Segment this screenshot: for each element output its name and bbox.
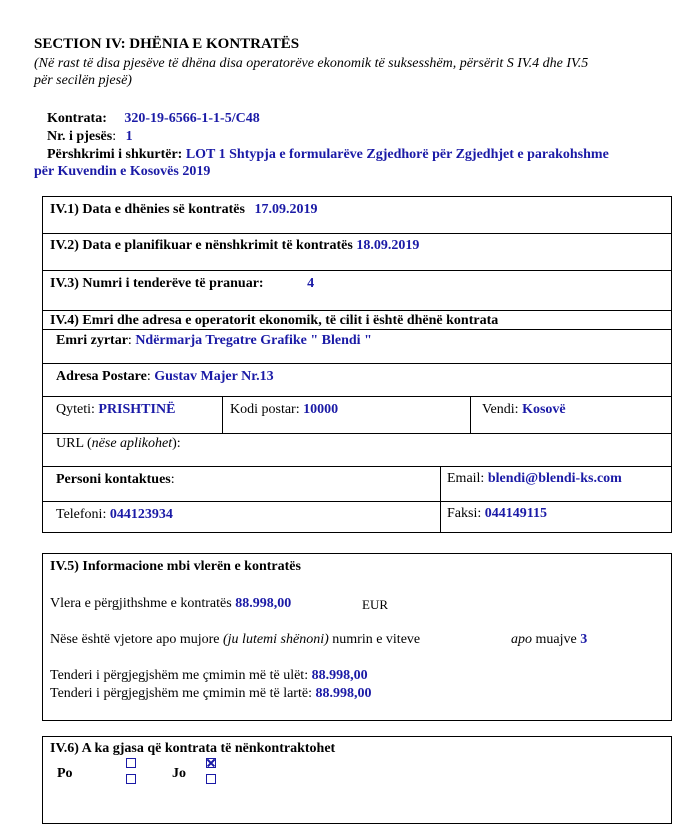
lowest-row: [50, 668, 368, 684]
city-value: PRISHTINË: [98, 402, 176, 417]
jo-label: Jo: [172, 766, 186, 781]
lowest-label: Tenderi i përgjegjshëm me çmimin më të ulët:: [50, 668, 312, 683]
official-name-label: Emri zyrtar: [56, 333, 128, 348]
total-value-row: [50, 596, 291, 612]
address-row: [56, 369, 274, 385]
duration-months-value: 3: [580, 632, 588, 647]
contract-row: [47, 111, 260, 127]
email-cell: [447, 471, 622, 487]
phone-label: Telefoni:: [56, 507, 110, 522]
divider: [440, 466, 441, 533]
url-end: ):: [172, 436, 181, 451]
country-cell: [482, 402, 566, 418]
duration-text2: numrin e viteve: [328, 632, 421, 647]
contact-colon: :: [170, 472, 175, 487]
total-value-label: Vlera e përgjithshme e kontratës: [50, 596, 236, 611]
city-cell: [56, 402, 175, 418]
divider: [42, 310, 672, 311]
url-italic: nëse aplikohet: [91, 436, 173, 451]
duration-italic: (ju lutemi shënoni): [223, 632, 329, 647]
section-note-line2: për secilën pjesë): [34, 73, 132, 88]
iv2-value: 18.09.2019: [356, 238, 420, 253]
contract-label: Kontrata:: [47, 111, 107, 126]
divider: [470, 396, 471, 433]
official-name-colon: :: [127, 333, 136, 348]
fax-label: Faksi:: [447, 506, 485, 521]
iv5-label: IV.5) Informacione mbi vlerën e kontratës: [50, 559, 301, 574]
jo-checkbox-alt[interactable]: [206, 774, 216, 784]
iv3-value: 4: [307, 276, 315, 291]
fax-value: 044149115: [484, 506, 547, 521]
divider: [42, 466, 672, 467]
postal-cell: [230, 402, 338, 418]
postal-value: 10000: [303, 402, 339, 417]
address-label: Adresa Postare: [56, 369, 147, 384]
currency: EUR: [362, 597, 388, 612]
official-name-value: Ndërmarja Tregatre Grafike " Blendi ": [135, 333, 372, 348]
highest-label: Tenderi i përgjegjshëm me çmimin më të lartë:: [50, 686, 316, 701]
divider: [42, 270, 672, 271]
address-value: Gustav Majer Nr.13: [154, 369, 274, 384]
part-colon: :: [112, 129, 117, 144]
contact-label: Personi kontaktues: [56, 472, 171, 487]
iv2-row: [50, 238, 419, 254]
email-value: blendi@blendi-ks.com: [487, 471, 622, 486]
contact-row: [56, 472, 175, 488]
description-label: Përshkrimi i shkurtër:: [47, 147, 183, 162]
city-label: Qyteti:: [56, 402, 99, 417]
contract-value: 320-19-6566-1-1-5/C48: [124, 111, 260, 126]
description-value-line1: LOT 1 Shtypja e formularëve Zgjedhorë për Zgjedhjet e parakohshme: [185, 147, 609, 162]
section-note-line1: (Në rast të disa pjesëve të dhëna disa operatorëve ekonomik të suksesshëm, përsërit S IV.4 dhe IV.5: [34, 56, 589, 71]
total-value: 88.998,00: [235, 596, 292, 611]
postal-label: Kodi postar:: [230, 402, 304, 417]
highest-value: 88.998,00: [315, 686, 372, 701]
url-label: URL (: [56, 436, 92, 451]
description-value-line2: për Kuvendin e Kosovës 2019: [34, 164, 211, 179]
part-label: Nr. i pjesës: [47, 129, 113, 144]
po-checkbox[interactable]: [126, 758, 136, 768]
email-label: Email:: [447, 471, 488, 486]
part-value: 1: [125, 129, 133, 144]
iv1-row: [50, 202, 317, 218]
address-colon: :: [146, 369, 155, 384]
duration-months: [511, 632, 587, 648]
po-checkbox-alt[interactable]: [126, 774, 136, 784]
duration-row: [50, 632, 420, 648]
duration-months-label: muajve: [532, 632, 581, 647]
jo-checkbox[interactable]: [206, 758, 216, 768]
description-row: [47, 147, 609, 163]
iv3-row: [50, 276, 314, 292]
iv4-label: IV.4) Emri dhe adresa e operatorit ekonomik, të cilit i është dhënë kontrata: [50, 313, 499, 328]
iv3-label: IV.3) Numri i tenderëve të pranuar:: [50, 276, 264, 291]
duration-apo: apo: [511, 632, 532, 647]
country-label: Vendi:: [482, 402, 523, 417]
divider: [42, 501, 672, 502]
country-value: Kosovë: [522, 402, 566, 417]
url-row: [56, 436, 181, 452]
po-label: Po: [57, 766, 73, 781]
divider: [42, 233, 672, 234]
official-name-row: [56, 333, 372, 349]
divider: [42, 363, 672, 364]
lowest-value: 88.998,00: [311, 668, 368, 683]
iv6-label: IV.6) A ka gjasa që kontrata të nënkontraktohet: [50, 741, 336, 756]
phone-cell: [56, 507, 173, 523]
highest-row: [50, 686, 371, 702]
divider: [42, 396, 672, 397]
fax-cell: [447, 506, 547, 522]
divider: [42, 329, 672, 330]
divider: [222, 396, 223, 433]
phone-value: 044123934: [109, 507, 173, 522]
duration-text1: Nëse është vjetore apo mujore: [50, 632, 223, 647]
iv1-label: IV.1) Data e dhënies së kontratës: [50, 202, 245, 217]
iv2-label: IV.2) Data e planifikuar e nënshkrimit të kontratës: [50, 238, 353, 253]
iv1-value: 17.09.2019: [254, 202, 318, 217]
divider: [42, 433, 672, 434]
section-title: SECTION IV: DHËNIA E KONTRATËS: [34, 36, 300, 52]
part-row: [47, 129, 133, 145]
